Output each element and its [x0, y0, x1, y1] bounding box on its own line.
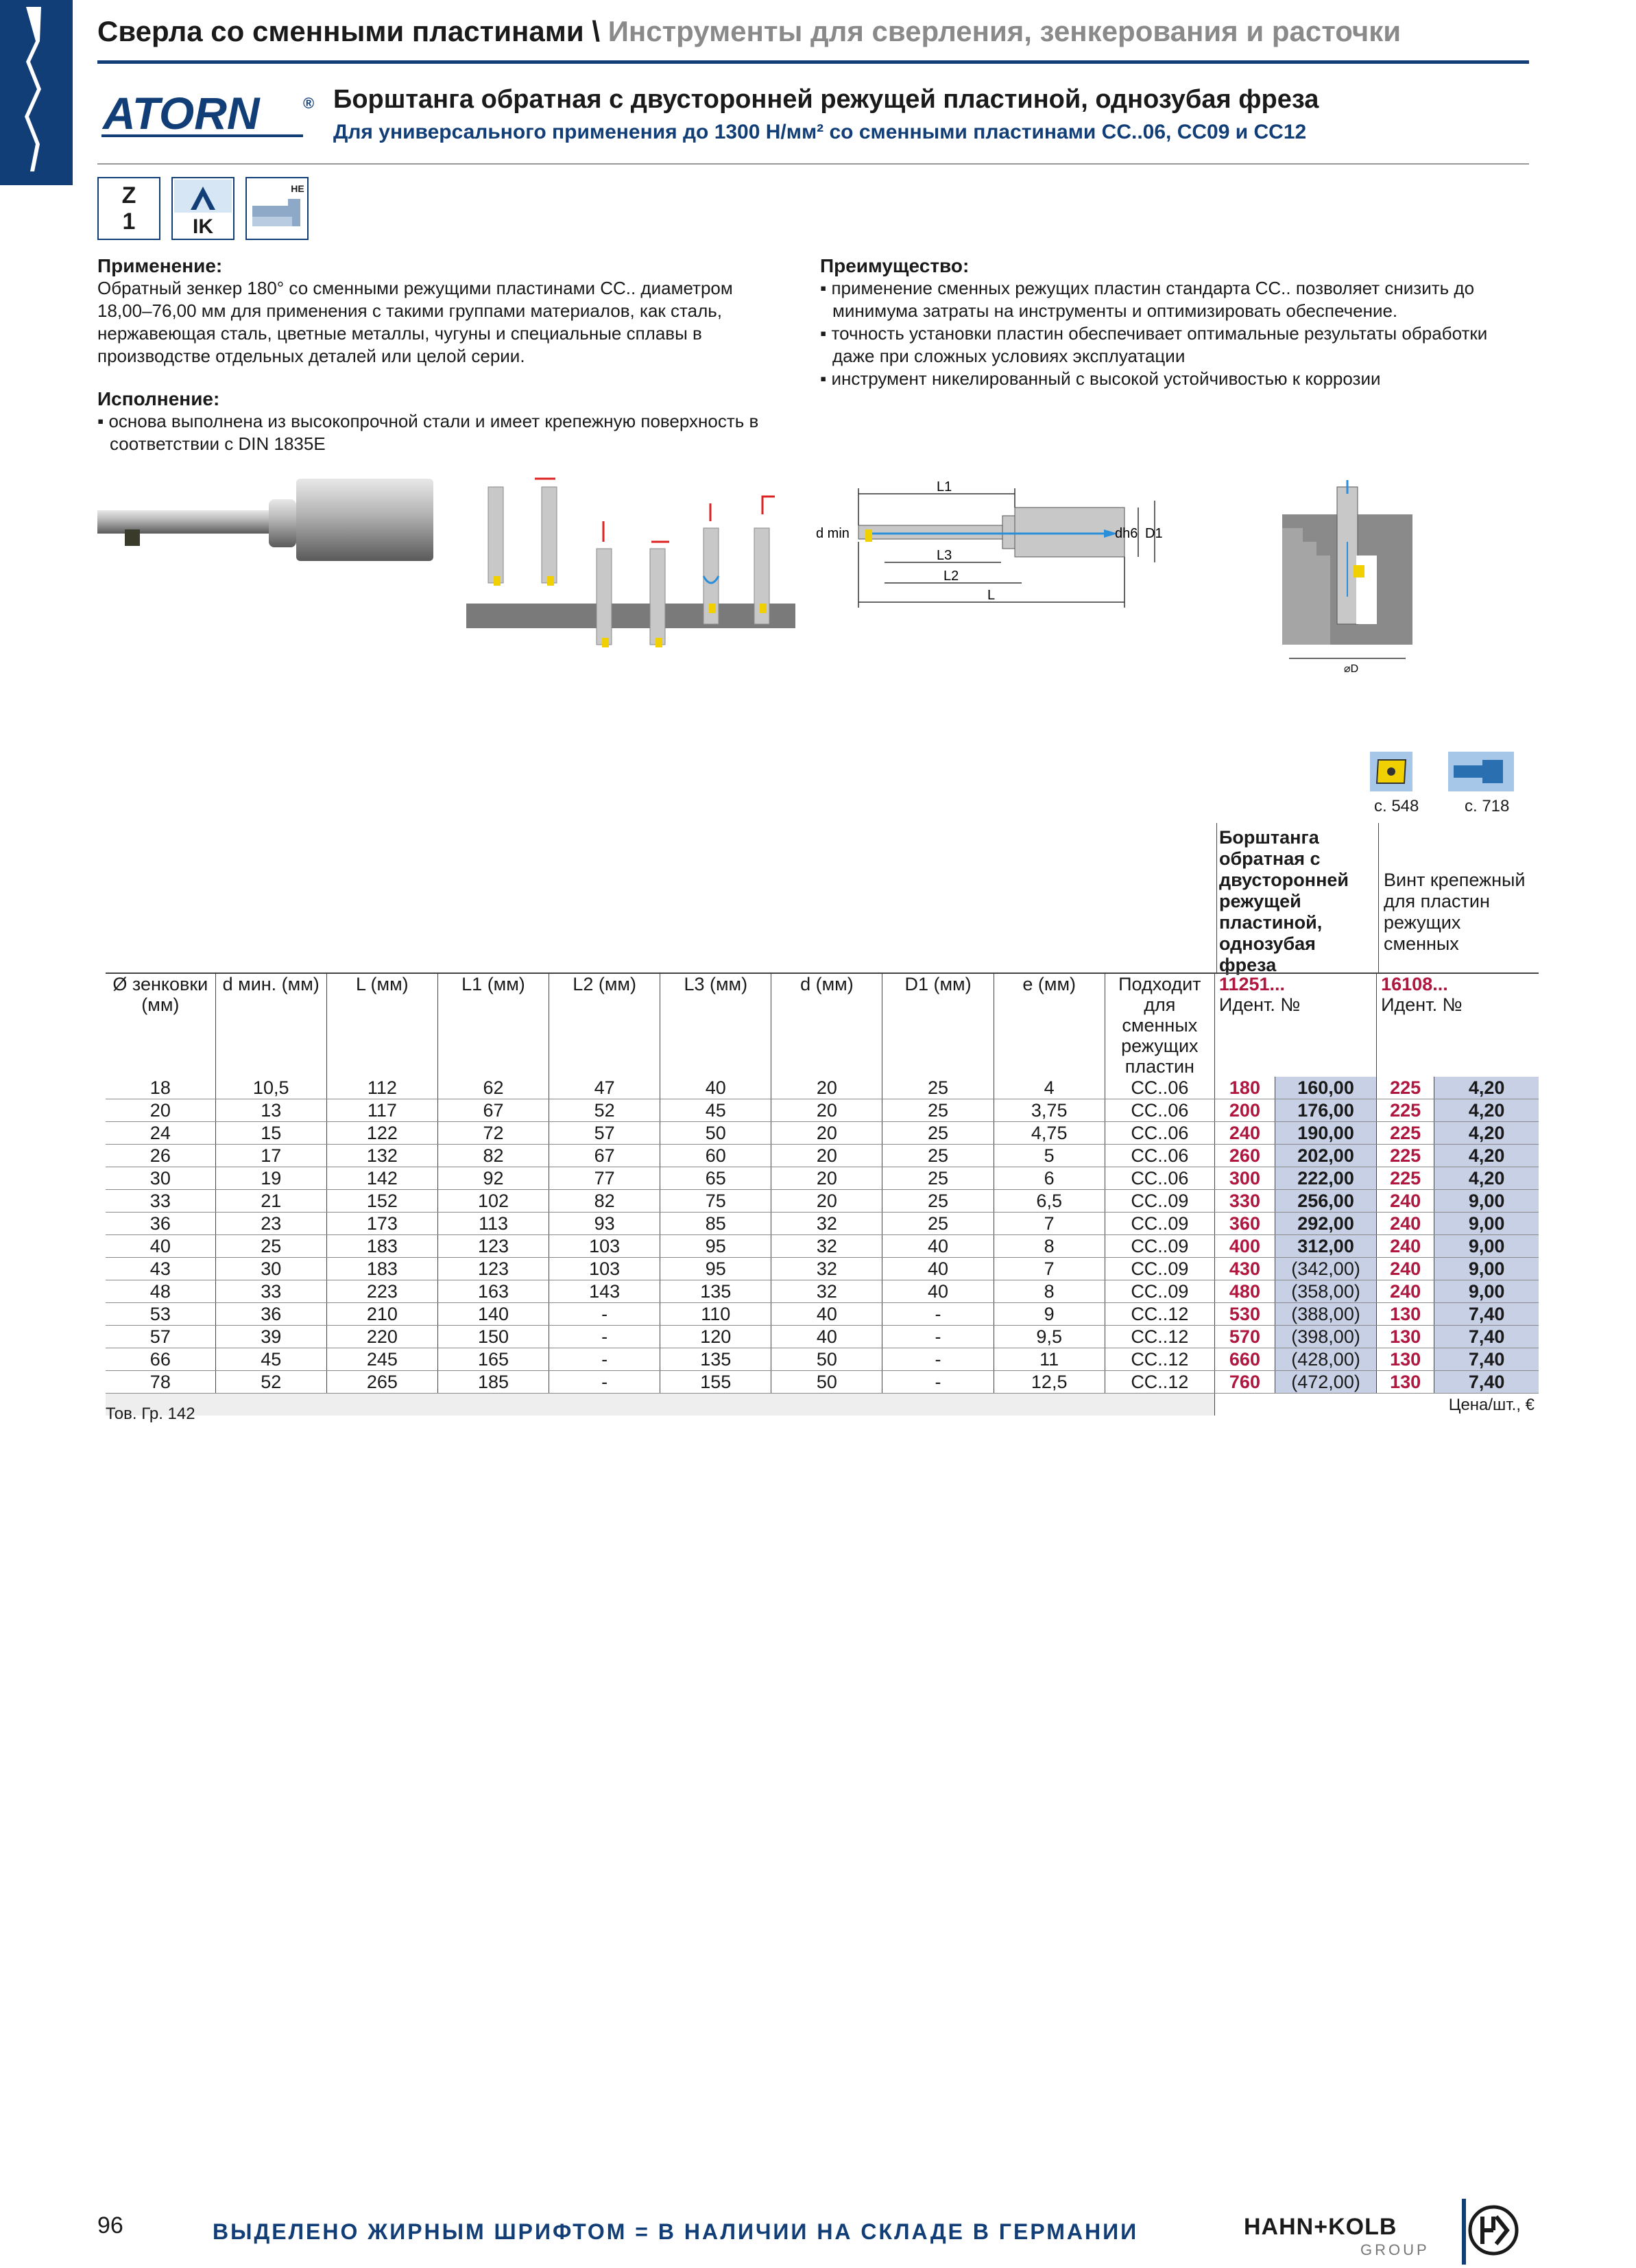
cell-L1: 163: [437, 1280, 549, 1303]
table-header-row: [106, 973, 1539, 1077]
cell-L2: 52: [549, 1099, 660, 1122]
table-row: [106, 1371, 1539, 1394]
cell-plate: CC..06: [1105, 1167, 1214, 1190]
product-subtitle: Для универсального применения до 1300 Н/мм² со сменными пластинами CC..06, CC09 и CC12: [333, 121, 1307, 143]
cell-D1: 40: [882, 1235, 994, 1258]
cell-D1: -: [882, 1348, 994, 1371]
cell-L3: 95: [660, 1235, 771, 1258]
page-number: 96: [97, 2212, 123, 2239]
cell-dmin: 13: [215, 1099, 326, 1122]
cell-plate: CC..06: [1105, 1145, 1214, 1167]
cell-dmin: 21: [215, 1190, 326, 1213]
col-header: Ø зенковки (мм): [112, 974, 208, 1015]
group2-code-header: [1377, 973, 1539, 1077]
col-header: Подходит для сменных режущих пластин: [1105, 973, 1214, 1077]
table-row: [106, 1303, 1539, 1326]
cell-dd: 50: [771, 1371, 882, 1394]
cell-L2: 143: [549, 1280, 660, 1303]
cell-plate: CC..12: [1105, 1303, 1214, 1326]
cell-ident1: 330: [1214, 1190, 1275, 1213]
cell-ident2: 225: [1377, 1145, 1434, 1167]
cell-L2: 57: [549, 1122, 660, 1145]
cell-d: 43: [106, 1258, 215, 1280]
cell-L2: 82: [549, 1190, 660, 1213]
cell-L: 132: [326, 1145, 437, 1167]
cell-L1: 92: [437, 1167, 549, 1190]
badge-he-label: HE: [291, 183, 304, 194]
cell-dd: 40: [771, 1303, 882, 1326]
table-body: [106, 1077, 1539, 1394]
cell-ident1: 180: [1214, 1077, 1275, 1099]
cell-D1: 40: [882, 1258, 994, 1280]
advantage-item: ▪ инструмент никелированный с высокой устойчивостью к коррозии: [820, 368, 1381, 389]
section-drawing: [1282, 473, 1419, 676]
cell-d: 57: [106, 1326, 215, 1348]
col-header: d (мм): [771, 973, 882, 1077]
cell-price2: 4,20: [1434, 1077, 1539, 1099]
cell-e: 11: [994, 1348, 1105, 1371]
cell-dd: 20: [771, 1167, 882, 1190]
cell-dmin: 10,5: [215, 1077, 326, 1099]
label-dh6: dh6: [1115, 526, 1138, 541]
cell-price1: 256,00: [1275, 1190, 1376, 1213]
cell-d: 30: [106, 1167, 215, 1190]
cell-D1: -: [882, 1371, 994, 1394]
cell-ident1: 530: [1214, 1303, 1275, 1326]
badge-z-label: Z: [121, 182, 136, 208]
cell-dmin: 36: [215, 1303, 326, 1326]
cell-L2: 77: [549, 1167, 660, 1190]
badge-z1: [97, 177, 160, 240]
cell-ident1: 480: [1214, 1280, 1275, 1303]
cell-L: 183: [326, 1258, 437, 1280]
cell-e: 5: [994, 1145, 1105, 1167]
cell-D1: 25: [882, 1213, 994, 1235]
col-header: L1 (мм): [437, 973, 549, 1077]
cell-ident1: 430: [1214, 1258, 1275, 1280]
brand-name: HAHN+KOLB: [1244, 2214, 1397, 2240]
cell-L: 117: [326, 1099, 437, 1122]
cell-dd: 20: [771, 1077, 882, 1099]
table-row: [106, 1190, 1539, 1213]
logo-text: ATORN: [103, 88, 260, 139]
cell-price1: 190,00: [1275, 1122, 1376, 1145]
cell-L2: 103: [549, 1258, 660, 1280]
cell-L1: 102: [437, 1190, 549, 1213]
cell-price2: 7,40: [1434, 1303, 1539, 1326]
label-L2: L2: [943, 569, 959, 584]
cell-price2: 4,20: [1434, 1099, 1539, 1122]
cell-L3: 45: [660, 1099, 771, 1122]
cell-dmin: 30: [215, 1258, 326, 1280]
cell-e: 8: [994, 1235, 1105, 1258]
drill-icon: [0, 0, 73, 185]
cell-d: 40: [106, 1235, 215, 1258]
screw-page-ref[interactable]: с. 718: [1465, 797, 1510, 815]
cell-e: 9,5: [994, 1326, 1105, 1348]
section-side-tab: [0, 0, 73, 185]
cell-price1: (388,00): [1275, 1303, 1376, 1326]
table-row: [106, 1213, 1539, 1235]
cell-dd: 32: [771, 1258, 882, 1280]
cell-L2: -: [549, 1348, 660, 1371]
cell-e: 4: [994, 1077, 1105, 1099]
application-heading: Применение:: [97, 255, 223, 276]
cell-e: 7: [994, 1258, 1105, 1280]
cell-L2: -: [549, 1303, 660, 1326]
advantage-item: ▪ применение сменных режущих пластин стандарта CC.. позволяет снизить до минимума затраты на инструменты и оптимизировать обеспечение.: [820, 278, 1475, 321]
cell-plate: CC..12: [1105, 1348, 1214, 1371]
cell-L3: 50: [660, 1122, 771, 1145]
cell-L: 223: [326, 1280, 437, 1303]
group1-code: 11251...: [1218, 974, 1286, 994]
cell-L1: 140: [437, 1303, 549, 1326]
cell-price1: (428,00): [1275, 1348, 1376, 1371]
dimension-drawing: [816, 480, 1172, 621]
cell-L: 112: [326, 1077, 437, 1099]
cell-price2: 7,40: [1434, 1326, 1539, 1348]
product-title: Борштанга обратная с двусторонней режущей пластиной, однозубая фреза: [333, 85, 1319, 114]
label-L3: L3: [937, 548, 952, 563]
col-header: D1 (мм): [882, 973, 994, 1077]
shank-he-icon: [247, 178, 307, 239]
insert-page-ref[interactable]: с. 548: [1374, 797, 1419, 815]
badge-he: [245, 177, 309, 240]
cell-L3: 40: [660, 1077, 771, 1099]
cell-e: 3,75: [994, 1099, 1105, 1122]
application-section: [97, 255, 790, 368]
cell-ident2: 225: [1377, 1099, 1434, 1122]
cell-L: 122: [326, 1122, 437, 1145]
table-row: [106, 1348, 1539, 1371]
cell-ident1: 240: [1214, 1122, 1275, 1145]
atorn-logo: [97, 88, 324, 143]
cell-dd: 32: [771, 1280, 882, 1303]
cell-plate: CC..09: [1105, 1235, 1214, 1258]
cell-D1: 25: [882, 1099, 994, 1122]
cell-ident1: 200: [1214, 1099, 1275, 1122]
cell-dmin: 25: [215, 1235, 326, 1258]
table-row: [106, 1280, 1539, 1303]
cell-L: 220: [326, 1326, 437, 1348]
cell-L3: 120: [660, 1326, 771, 1348]
cell-price2: 4,20: [1434, 1145, 1539, 1167]
cell-price1: (342,00): [1275, 1258, 1376, 1280]
cell-L: 152: [326, 1190, 437, 1213]
cell-d: 36: [106, 1213, 215, 1235]
cell-ident1: 260: [1214, 1145, 1275, 1167]
col-header: L3 (мм): [660, 973, 771, 1077]
cell-d: 20: [106, 1099, 215, 1122]
cell-L3: 60: [660, 1145, 771, 1167]
badge-ik: [171, 177, 234, 240]
cell-price2: 9,00: [1434, 1235, 1539, 1258]
cell-L1: 82: [437, 1145, 549, 1167]
table-row: [106, 1122, 1539, 1145]
cell-price2: 4,20: [1434, 1122, 1539, 1145]
cell-L3: 135: [660, 1348, 771, 1371]
cell-price2: 9,00: [1434, 1190, 1539, 1213]
cell-plate: CC..06: [1105, 1077, 1214, 1099]
cell-L: 142: [326, 1167, 437, 1190]
cell-ident2: 130: [1377, 1371, 1434, 1394]
cell-plate: CC..06: [1105, 1099, 1214, 1122]
cell-dd: 20: [771, 1145, 882, 1167]
cell-ident1: 570: [1214, 1326, 1275, 1348]
cell-ident1: 400: [1214, 1235, 1275, 1258]
cell-ident2: 225: [1377, 1167, 1434, 1190]
cell-L3: 135: [660, 1280, 771, 1303]
cell-ident1: 660: [1214, 1348, 1275, 1371]
page-header-title: [97, 15, 1401, 48]
cell-D1: 40: [882, 1280, 994, 1303]
cell-price2: 7,40: [1434, 1348, 1539, 1371]
cell-D1: -: [882, 1326, 994, 1348]
cell-plate: CC..09: [1105, 1280, 1214, 1303]
cell-d: 33: [106, 1190, 215, 1213]
cell-price1: 176,00: [1275, 1099, 1376, 1122]
cell-e: 6,5: [994, 1190, 1105, 1213]
cell-plate: CC..06: [1105, 1122, 1214, 1145]
cell-ident2: 240: [1377, 1190, 1434, 1213]
cell-price1: 312,00: [1275, 1235, 1376, 1258]
group1-ident: Идент. №: [1218, 994, 1301, 1015]
header-rule: [97, 60, 1529, 64]
cell-price2: 7,40: [1434, 1371, 1539, 1394]
cell-dd: 50: [771, 1348, 882, 1371]
cell-L2: 93: [549, 1213, 660, 1235]
cell-plate: CC..12: [1105, 1371, 1214, 1394]
badge-z-value: 1: [122, 208, 136, 235]
cell-price1: 202,00: [1275, 1145, 1376, 1167]
cell-ident2: 225: [1377, 1077, 1434, 1099]
cell-ident2: 240: [1377, 1235, 1434, 1258]
label-D1: D1: [1145, 526, 1163, 541]
cell-d: 78: [106, 1371, 215, 1394]
label-L1: L1: [937, 480, 952, 494]
group1-title: Борштанга обратная с двусторонней режущей пластиной, однозубая фреза: [1219, 827, 1349, 975]
table-row: [106, 1077, 1539, 1099]
cell-dmin: 45: [215, 1348, 326, 1371]
coolant-icon: [173, 178, 233, 239]
cell-L1: 185: [437, 1371, 549, 1394]
application-text: Обратный зенкер 180° со сменными режущими пластинами CC.. диаметром 18,00–76,00 мм для применения с такими группами материалов, как сталь, нержавеющая сталь, цветные металлы, чугуны и специальные сплавы в производстве отдельных деталей или целой серии.: [97, 278, 733, 366]
title-rule: [97, 163, 1529, 165]
badge-ik-label: IK: [193, 215, 213, 238]
cell-d: 48: [106, 1280, 215, 1303]
advantage-heading: Преимущество:: [820, 255, 970, 276]
cell-dd: 20: [771, 1190, 882, 1213]
header-sub: Инструменты для сверления, зенкерования и расточки: [608, 15, 1402, 47]
cell-L: 210: [326, 1303, 437, 1326]
table-row: [106, 1326, 1539, 1348]
cell-plate: CC..12: [1105, 1326, 1214, 1348]
cell-ident2: 130: [1377, 1326, 1434, 1348]
cell-price1: 160,00: [1275, 1077, 1376, 1099]
cell-L2: 67: [549, 1145, 660, 1167]
col-header: d мин. (мм): [215, 973, 326, 1077]
cell-plate: CC..09: [1105, 1213, 1214, 1235]
cell-d: 26: [106, 1145, 215, 1167]
cell-price1: (358,00): [1275, 1280, 1376, 1303]
cell-d: 24: [106, 1122, 215, 1145]
cell-L1: 165: [437, 1348, 549, 1371]
stock-note: ВЫДЕЛЕНО ЖИРНЫМ ШРИФТОМ = В НАЛИЧИИ НА СКЛАДЕ В ГЕРМАНИИ: [213, 2219, 1139, 2244]
cell-L3: 65: [660, 1167, 771, 1190]
product-photo: [97, 472, 454, 578]
group2-code: 16108...: [1381, 974, 1448, 994]
cell-dmin: 15: [215, 1122, 326, 1145]
cell-L1: 67: [437, 1099, 549, 1122]
cell-price1: 292,00: [1275, 1213, 1376, 1235]
cell-dmin: 17: [215, 1145, 326, 1167]
header-main: Сверла со сменными пластинами: [97, 15, 584, 47]
cell-ident2: 225: [1377, 1122, 1434, 1145]
cell-e: 7: [994, 1213, 1105, 1235]
cell-price1: (398,00): [1275, 1326, 1376, 1348]
cell-plate: CC..09: [1105, 1190, 1214, 1213]
product-group: Тов. Гр. 142: [106, 1405, 195, 1423]
cell-L: 183: [326, 1235, 437, 1258]
cell-ident1: 360: [1214, 1213, 1275, 1235]
screw-accessory-icon: [1448, 752, 1514, 795]
cell-D1: -: [882, 1303, 994, 1326]
cell-L2: -: [549, 1371, 660, 1394]
cell-dmin: 39: [215, 1326, 326, 1348]
cell-L1: 150: [437, 1326, 549, 1348]
col-header: L2 (мм): [549, 973, 660, 1077]
cell-L3: 85: [660, 1213, 771, 1235]
cell-L: 245: [326, 1348, 437, 1371]
cell-ident2: 130: [1377, 1303, 1434, 1326]
cell-L3: 110: [660, 1303, 771, 1326]
cell-L3: 155: [660, 1371, 771, 1394]
cell-dd: 20: [771, 1099, 882, 1122]
cell-dmin: 23: [215, 1213, 326, 1235]
cell-L2: 103: [549, 1235, 660, 1258]
cell-d: 18: [106, 1077, 215, 1099]
execution-heading: Исполнение:: [97, 388, 220, 409]
cell-dd: 32: [771, 1213, 882, 1235]
cell-L1: 123: [437, 1235, 549, 1258]
cell-d: 66: [106, 1348, 215, 1371]
cell-dd: 20: [771, 1122, 882, 1145]
cell-ident2: 130: [1377, 1348, 1434, 1371]
cell-d: 53: [106, 1303, 215, 1326]
cell-price2: 9,00: [1434, 1213, 1539, 1235]
cell-ident2: 240: [1377, 1280, 1434, 1303]
cell-D1: 25: [882, 1077, 994, 1099]
cell-price2: 4,20: [1434, 1167, 1539, 1190]
cell-L1: 113: [437, 1213, 549, 1235]
cell-ident2: 240: [1377, 1258, 1434, 1280]
cell-L1: 72: [437, 1122, 549, 1145]
cell-L2: -: [549, 1326, 660, 1348]
execution-item: ▪ основа выполнена из высокопрочной стали и имеет крепежную поверхность в соответствии с DIN 1835E: [97, 411, 759, 454]
cell-ident1: 300: [1214, 1167, 1275, 1190]
execution-section: [97, 388, 790, 455]
hk-emblem-icon: [1462, 2199, 1521, 2268]
cell-D1: 25: [882, 1145, 994, 1167]
cell-ident2: 240: [1377, 1213, 1434, 1235]
cell-dmin: 52: [215, 1371, 326, 1394]
product-table: [106, 823, 1539, 1416]
cell-e: 4,75: [994, 1122, 1105, 1145]
label-L: L: [987, 588, 996, 603]
cell-L3: 75: [660, 1190, 771, 1213]
cell-dmin: 33: [215, 1280, 326, 1303]
label-dmin: d min: [816, 526, 850, 541]
cell-e: 6: [994, 1167, 1105, 1190]
cell-dd: 40: [771, 1326, 882, 1348]
cell-L2: 47: [549, 1077, 660, 1099]
table-row: [106, 1235, 1539, 1258]
insert-accessory-icon: [1370, 752, 1412, 795]
col-header: L (мм): [326, 973, 437, 1077]
cell-D1: 25: [882, 1122, 994, 1145]
table-row: [106, 1167, 1539, 1190]
cell-L: 265: [326, 1371, 437, 1394]
cell-e: 8: [994, 1280, 1105, 1303]
table-row: [106, 1099, 1539, 1122]
cell-D1: 25: [882, 1167, 994, 1190]
table-row: [106, 1258, 1539, 1280]
cell-dmin: 19: [215, 1167, 326, 1190]
group1-code-header: [1214, 973, 1376, 1077]
cell-price1: 222,00: [1275, 1167, 1376, 1190]
cell-price2: 9,00: [1434, 1280, 1539, 1303]
advantage-section: [820, 255, 1533, 390]
advantage-item: ▪ точность установки пластин обеспечивает оптимальные результаты обработки даже при сложных условиях эксплуатации: [820, 323, 1488, 366]
label-oD: ⌀D: [1344, 663, 1359, 672]
cell-price1: (472,00): [1275, 1371, 1376, 1394]
cell-e: 12,5: [994, 1371, 1105, 1394]
cell-D1: 25: [882, 1190, 994, 1213]
cell-ident1: 760: [1214, 1371, 1275, 1394]
table-footer-row: [106, 1394, 1539, 1416]
group2-title: Винт крепежный для пластин режущих сменных: [1384, 870, 1526, 954]
cell-L1: 62: [437, 1077, 549, 1099]
cell-price2: 9,00: [1434, 1258, 1539, 1280]
brand-group: GROUP: [1360, 2241, 1430, 2258]
table-row: [106, 1145, 1539, 1167]
process-sequence-diagram: [466, 473, 823, 676]
col-header: e (мм): [994, 973, 1105, 1077]
cell-L3: 95: [660, 1258, 771, 1280]
cell-L1: 123: [437, 1258, 549, 1280]
header-separator: \: [592, 15, 601, 47]
cell-plate: CC..09: [1105, 1258, 1214, 1280]
price-unit: Цена/шт., €: [1214, 1394, 1539, 1416]
cell-e: 9: [994, 1303, 1105, 1326]
cell-dd: 32: [771, 1235, 882, 1258]
logo-reg: ®: [303, 95, 315, 112]
group2-ident: Идент. №: [1381, 994, 1463, 1015]
cell-L: 173: [326, 1213, 437, 1235]
